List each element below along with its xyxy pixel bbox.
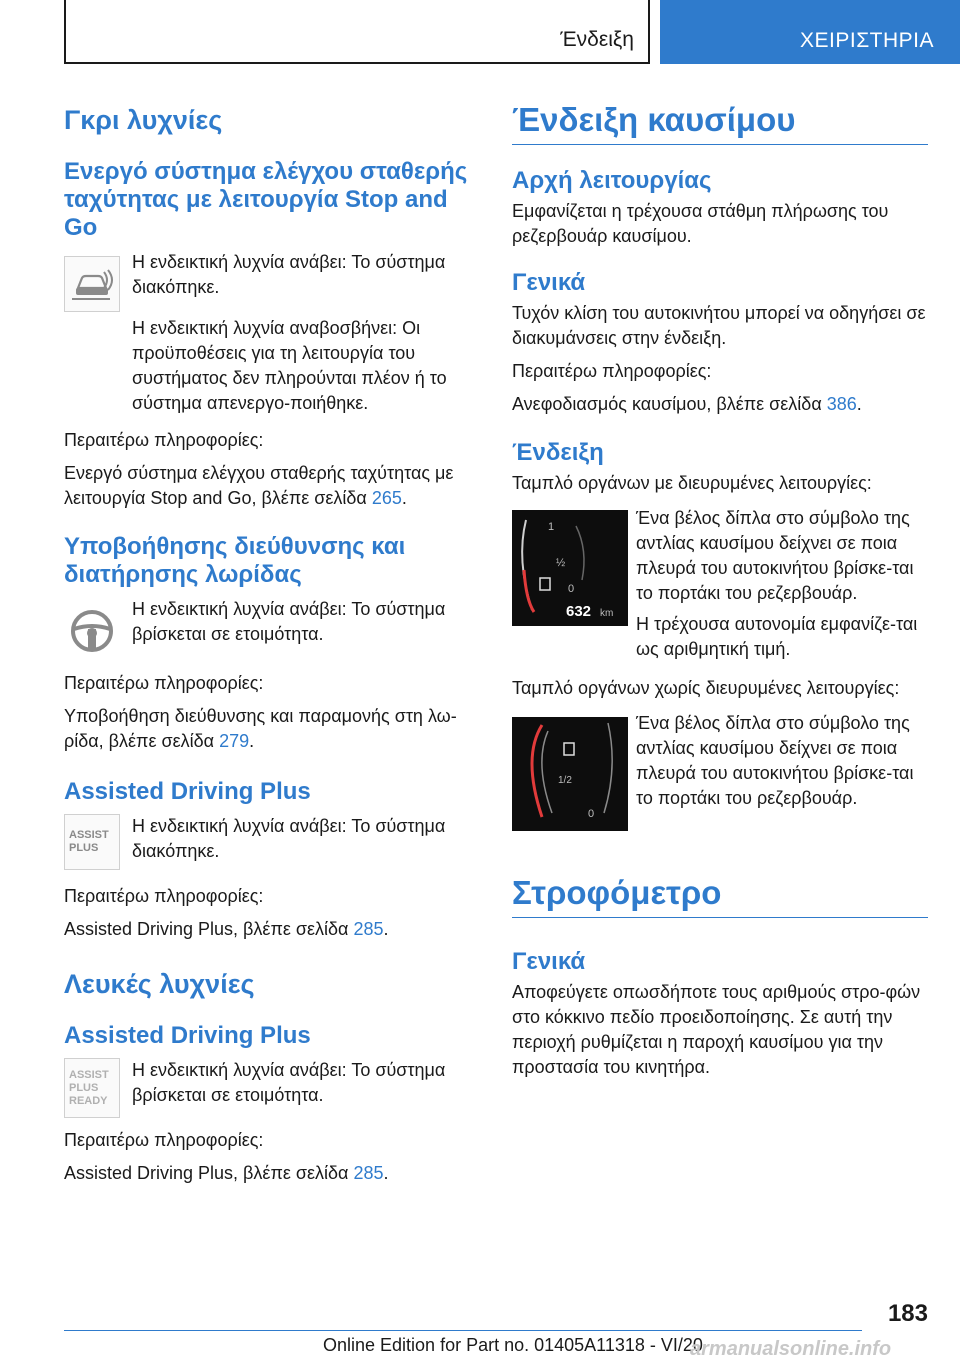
lane-more-label: Περαιτέρω πληροφορίες: — [64, 673, 264, 693]
page-number: 183 — [887, 1300, 928, 1327]
footer-edition: Online Edition for Part no. 01405A11318 - VI/20 — [323, 1335, 703, 1355]
general-text: Τυχόν κλίση του αυτοκινήτου μπορεί να οδηγήσει σε διακυμάνσεις στην ένδειξη. — [512, 303, 926, 348]
acc-ref-link[interactable]: 265 — [371, 488, 402, 508]
fuel-gauge-title: Ένδειξη καυσίμου — [512, 100, 928, 145]
display-heading: Ένδειξη — [512, 439, 604, 466]
acc-heading: Ενεργό σύστημα ελέγχου σταθερής ταχύτητας με λειτουργία Stop and Go — [64, 158, 468, 241]
adp-light-on-text: Η ενδεικτική λυχνία ανάβει: Το σύστημα διακόπηκε. — [132, 816, 446, 861]
left-column — [64, 96, 476, 1186]
general-ref-link[interactable]: 386 — [826, 394, 857, 414]
white-lights-heading: Λευκές λυχνίες — [64, 969, 255, 999]
adp-light-row — [64, 814, 476, 874]
adp-heading: Assisted Driving Plus — [64, 778, 311, 805]
adp2-ref: Assisted Driving Plus, βλέπε σελίδα 285. — [64, 1163, 389, 1183]
adp-ref: Assisted Driving Plus, βλέπε σελίδα 285. — [64, 919, 389, 939]
general-heading: Γενικά — [512, 269, 586, 296]
adp2-light-row — [64, 1058, 476, 1118]
fuel-pump-icon — [540, 578, 550, 590]
adp2-ref-link[interactable]: 285 — [353, 1163, 384, 1183]
footer-divider — [64, 1330, 862, 1331]
display-ext-range-text: Η τρέχουσα αυτονομία εμφανίζε-ται ως αριθμητική τιμή. — [636, 614, 918, 659]
lane-light-on-text: Η ενδεικτική λυχνία ανάβει: Το σύστημα βρίσκεται σε ετοιμότητα. — [132, 599, 446, 644]
dash2-tick-0: 0 — [588, 808, 595, 820]
general-more-label: Περαιτέρω πληροφορίες: — [512, 361, 712, 381]
dashboard-extended-image — [512, 510, 628, 626]
display-std-block — [512, 711, 928, 820]
acc-ref-text: Ενεργό σύστημα ελέγχου σταθερής ταχύτητας με λειτουργία Stop and Go, βλέπε σελίδα — [64, 463, 454, 508]
general-ref: Ανεφοδιασμός καυσίμου, βλέπε σελίδα 386. — [512, 394, 862, 414]
acc-light-row — [64, 250, 476, 310]
header-chapter-tab[interactable] — [660, 0, 960, 64]
assist-plus-ready-icon — [64, 1058, 120, 1118]
assist-plus-icon — [64, 814, 120, 870]
lane-heading: Υποβοήθησης διεύθυνσης και διατήρησης λωρίδας — [64, 533, 406, 588]
tacho-general-text: Αποφεύγετε οπωσδήποτε τους αριθμούς στρο-φών στο κόκκινο πεδίο προειδοποίησης. Σε αυτή την περιοχή ρυθμίζεται η παροχή καυσίμου για την προστασία του κινητήρα. — [512, 982, 921, 1077]
principle-heading: Αρχή λειτουργίας — [512, 167, 712, 194]
acc-warning-icon — [64, 256, 120, 312]
right-column — [512, 96, 928, 1080]
adp2-more-label: Περαιτέρω πληροφορίες: — [64, 1130, 264, 1150]
adp-ref-link[interactable]: 285 — [353, 919, 384, 939]
header-section-title: Ένδειξη — [560, 28, 634, 51]
tacho-general-heading: Γενικά — [512, 948, 586, 975]
general-ref-text: Ανεφοδιασμός καυσίμου, βλέπε σελίδα — [512, 394, 827, 414]
acc-light-flash-body: Η ενδεικτική λυχνία αναβοσβήνει: Οι προϋποθέσεις για τη λειτουργία του συστήματος δεν πληρούνται πλέον ή το σύστημα απενεργο-ποιήθηκε. — [132, 318, 447, 413]
display-ext-block — [512, 506, 928, 662]
acc-more-label: Περαιτέρω πληροφορίες: — [64, 430, 264, 450]
lane-ref: Υποβοήθηση διεύθυνσης και παραμονής στη λω-ρίδα, βλέπε σελίδα 279. — [64, 706, 457, 751]
header-section-box — [64, 0, 650, 64]
display-std-arrow-text: Ένα βέλος δίπλα στο σύμβολο της αντλίας καυσίμου δείχνει σε ποια πλευρά του αυτοκινήτου βρίσκε-ται το πορτάκι του ρεζερβουάρ. — [636, 713, 914, 808]
adp2-heading: Assisted Driving Plus — [64, 1022, 311, 1049]
adp2-light-on-text: Η ενδεικτική λυχνία ανάβει: Το σύστημα βρίσκεται σε ετοιμότητα. — [132, 1060, 446, 1105]
dash2-tick-half: 1/2 — [558, 775, 572, 786]
header-chapter-title: ΧΕΙΡΙΣΤΗΡΙΑ — [800, 29, 935, 52]
assist-plus-ready-icon-label: ASSIST PLUS READY — [69, 1068, 109, 1107]
acc-light-flash-text — [132, 316, 476, 416]
tachometer-title: Στροφόμετρο — [512, 873, 928, 918]
dash1-tick-0: 0 — [568, 583, 575, 595]
dash1-range-value: 632 — [566, 603, 592, 620]
gray-lights-heading: Γκρι λυχνίες — [64, 105, 223, 135]
display-ext-intro: Ταμπλό οργάνων με διευρυμένες λειτουργίες: — [512, 473, 872, 493]
watermark: armanualsonline.info — [690, 1338, 892, 1360]
adp2-ref-text: Assisted Driving Plus, βλέπε σελίδα — [64, 1163, 354, 1183]
lane-light-row — [64, 597, 476, 657]
display-ext-arrow-text: Ένα βέλος δίπλα στο σύμβολο της αντλίας καυσίμου δείχνει σε ποια πλευρά του αυτοκινήτου βρίσκε-ται το πορτάκι του ρεζερβουάρ. — [636, 508, 914, 603]
dash1-tick-1: 1 — [548, 521, 555, 533]
dashboard-standard-image — [512, 717, 628, 831]
fuel-pump-icon — [564, 743, 574, 755]
display-std-intro: Ταμπλό οργάνων χωρίς διευρυμένες λειτουργίες: — [512, 678, 900, 698]
acc-ref: Ενεργό σύστημα ελέγχου σταθερής ταχύτητας με λειτουργία Stop and Go, βλέπε σελίδα 265. — [64, 463, 454, 508]
dash1-tick-half: ½ — [556, 557, 566, 569]
assist-plus-icon-label: ASSIST PLUS — [69, 829, 109, 854]
acc-light-on-text: Η ενδεικτική λυχνία ανάβει: Το σύστημα διακόπηκε. — [132, 252, 446, 297]
steering-wheel-icon — [64, 603, 120, 659]
dash1-range-unit: km — [600, 608, 614, 619]
lane-ref-text: Υποβοήθηση διεύθυνσης και παραμονής στη λω-ρίδα, βλέπε σελίδα — [64, 706, 457, 751]
lane-ref-link[interactable]: 279 — [219, 731, 250, 751]
principle-text: Εμφανίζεται η τρέχουσα στάθμη πλήρωσης του ρεζερβουάρ καυσίμου. — [512, 201, 889, 246]
adp-ref-text: Assisted Driving Plus, βλέπε σελίδα — [64, 919, 354, 939]
adp-more-label: Περαιτέρω πληροφορίες: — [64, 886, 264, 906]
